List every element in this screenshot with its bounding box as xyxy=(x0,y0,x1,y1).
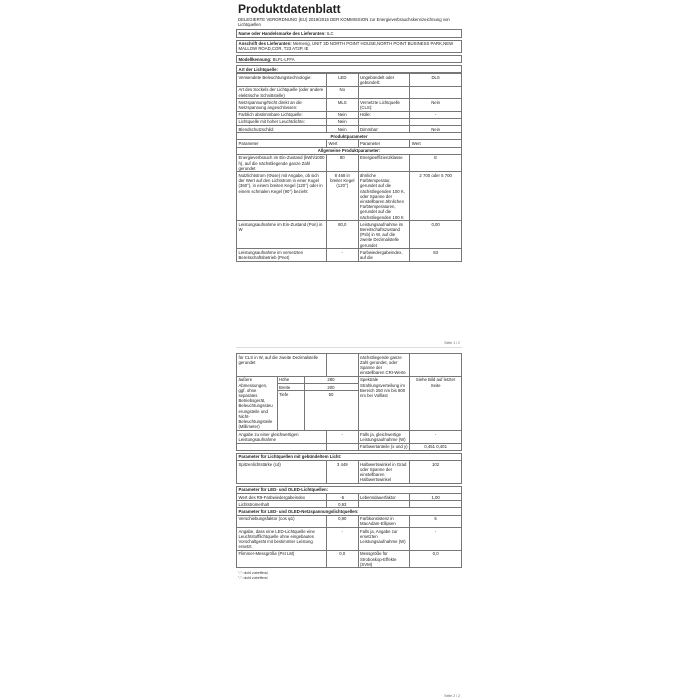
table-cell: 0,0 xyxy=(327,550,359,568)
table-row xyxy=(237,494,462,501)
params-heading: Produktparameter xyxy=(237,133,462,140)
table-cell: 50 xyxy=(304,391,358,431)
table-row xyxy=(237,508,462,515)
table-cell: 3 449 xyxy=(327,461,359,484)
footnotes xyxy=(236,568,462,584)
table-cell: 280 xyxy=(304,376,358,383)
table-cell: Lichtquelle mit hoher Leuchtdichte: xyxy=(237,118,327,125)
table-row xyxy=(237,126,462,133)
table-cell: - xyxy=(327,249,359,261)
table-row xyxy=(237,111,462,118)
table-row xyxy=(237,221,462,249)
table-cell xyxy=(410,86,462,98)
footnote: "-": nicht zutreffend; xyxy=(238,571,269,576)
table-cell: 80,0 xyxy=(327,221,359,249)
table-row xyxy=(237,461,462,484)
table-cell: Nein xyxy=(410,126,462,133)
dimensions-label: äußere Abmessungen, ggf. ohne separates Betriebsgerät, Beleuchtungssteuerungsteile und Nicht-Beleuchtungsteile (Millimeter) xyxy=(237,376,278,430)
table-cell: Blendschutzschild: xyxy=(237,126,327,133)
table-cell: MLS xyxy=(327,99,359,111)
table-cell: Energieeffizienzklasse xyxy=(358,154,410,172)
table-row xyxy=(237,249,462,261)
model-row: Modellkennung: BLFL-LFFA xyxy=(237,56,462,63)
table-cell: Angabe zu einer gleichwertigen Leistungsaufnahme xyxy=(237,431,327,443)
table-cell: Flimmer-Messgröße (Pst LM) xyxy=(237,550,327,568)
table-cell: Netzspannung/Nicht direkt an die Netzspannung angeschlossen: xyxy=(237,99,327,111)
table-cell: Farbwertanteile (x und y) xyxy=(358,443,410,450)
table-row xyxy=(237,501,462,508)
table-cell: 0,90 xyxy=(327,515,359,527)
table-cell: Parameter xyxy=(237,140,327,147)
table-cell: Breite xyxy=(277,384,304,391)
table-cell: - xyxy=(410,528,462,551)
table-cell: Leistungsaufnahme im Bereitschaftszustand (Psb) in W, auf die zweite Dezimalstelle gerundet xyxy=(358,221,410,249)
table-cell: Siehe Bild auf letzter Seite xyxy=(410,376,462,430)
table-row xyxy=(237,40,462,52)
table-cell: Falls ja, gleichwertige Leistungsaufnahme (W) xyxy=(358,431,410,443)
supplier-address-row: Anschrift des Lieferanten: Memeng, UNIT 3D NORTH POINT HOUSE,NORTH POINT BUSINESS PARK,NEW MALLOW ROAD,COR, T23 AT2P, IE xyxy=(237,40,462,52)
table-row xyxy=(237,133,462,140)
page-number: Seite 2 / 2 xyxy=(444,694,460,698)
table-row xyxy=(237,515,462,527)
table-cell: Nutzlichtstrom (Φuse) mit Angabe, ob sich der Wert auf den Lichtstrom in einer Kugel (360°), in einem breiten Kegel (120°) oder in einem schmalen Kegel (90°) bezieht xyxy=(237,172,327,221)
supplier-name-row: Name oder Handelsmarke des Lieferanten: ILC xyxy=(237,30,462,37)
table-cell: 2 700 oder 5 700 xyxy=(410,172,462,221)
footnote: "-": nicht zutreffend xyxy=(238,576,268,581)
table-cell xyxy=(327,354,359,377)
led-heading: Parameter für LED- und OLED-Lichtquellen: xyxy=(237,486,462,493)
params-table-continued xyxy=(236,353,462,568)
table-cell: 0,93 xyxy=(327,501,359,508)
table-row xyxy=(237,550,462,568)
table-cell: Farbwiedergabeindex, auf die xyxy=(358,249,410,261)
table-cell: Vernetzte Lichtquelle (CLS): xyxy=(358,99,410,111)
table-cell: Falls ja, Angabe zur ersetzten Leistungsaufnahme (W) xyxy=(358,528,410,551)
table-cell xyxy=(410,354,462,377)
table-cell xyxy=(237,443,327,450)
table-cell: - xyxy=(410,111,462,118)
table-cell: 83 xyxy=(410,249,462,261)
table-cell: Ungebündelt oder gebündelt: xyxy=(358,74,410,86)
table-row xyxy=(237,118,462,125)
page-1 xyxy=(236,0,462,348)
table-cell: Lichtstromerhalt xyxy=(237,501,327,508)
supplier-table xyxy=(236,29,462,73)
table-cell: 0,451 0,401 xyxy=(410,443,462,450)
table-row xyxy=(237,528,462,551)
table-cell: Verschiebungsfaktor (cos φ1) xyxy=(237,515,327,527)
table-cell: 0,0 xyxy=(410,550,462,568)
table-cell: Tiefe xyxy=(277,391,304,431)
table-cell: Halbwertswinkel in Grad oder Spanne der einstellbaren Halbwertswinkel xyxy=(358,461,410,484)
table-cell: Farbkonsistenz in MacAdam-Ellipsen xyxy=(358,515,410,527)
table-cell xyxy=(358,501,410,508)
table-cell: 200 xyxy=(304,384,358,391)
table-cell: Art des Sockels der Lichtquelle (oder andere elektrische Schnittstelle) xyxy=(237,86,327,98)
table-row xyxy=(237,486,462,493)
table-cell: Lebensdauerfaktor xyxy=(358,494,410,501)
table-cell: DLS xyxy=(410,74,462,86)
table-row xyxy=(237,56,462,63)
table-cell xyxy=(327,443,359,450)
table-cell xyxy=(358,86,410,98)
page-number: Seite 1 / 2 xyxy=(444,341,460,345)
table-cell: Leistungsaufnahme im vernetzten Bereitschaftsbetrieb (Pnet) xyxy=(237,249,327,261)
table-cell xyxy=(410,118,462,125)
general-params-heading: Allgemeine Produktparameter: xyxy=(237,147,462,154)
table-cell xyxy=(358,118,410,125)
table-cell: nächstliegende ganze Zahl gerundet, oder Spanne der einstellbaren CRI-Werte xyxy=(358,354,410,377)
params-header-row xyxy=(237,140,462,147)
table-cell: Wert des R9-Farbwiedergabeindex xyxy=(237,494,327,501)
table-cell: 80 xyxy=(327,154,359,172)
table-cell: Energieverbrauch im Ein-Zustand (kWh/1000 h), auf die nächstliegende ganze Zahl gerundet xyxy=(237,154,327,172)
table-cell: E xyxy=(410,154,462,172)
table-cell: ähnliche Farbtemperatur, gerundet auf die nächstliegenden 100 K, oder Spanne der einstellbaren ähnlichen Farbtemperaturen, gerundet auf die nächstliegenden 100 K xyxy=(358,172,410,221)
table-row xyxy=(237,354,462,377)
table-cell: Angabe, dass eine LED-Lichtquelle eine Leuchtstofflichtquelle ohne eingebautes Vorschaltgerät mit bestimmter Leistung ersetzt. xyxy=(237,528,327,551)
table-cell: Spektrale Strahlungsverteilung im Bereich 250 nm bis 800 nm bei Volllast xyxy=(358,376,410,430)
table-cell: - xyxy=(327,431,359,443)
table-cell: Nein xyxy=(327,118,359,125)
table-cell: Messgröße für Stroboskop-Effekte (SVM) xyxy=(358,550,410,568)
table-cell: - xyxy=(327,528,359,551)
table-row xyxy=(237,453,462,460)
table-cell: 8 468 in breiter Kegel (120°) xyxy=(327,172,359,221)
table-row xyxy=(237,74,462,86)
table-cell: Leistungsaufnahme im Ein-Zustand (Pon) in W xyxy=(237,221,327,249)
table-cell: Parameter xyxy=(358,140,410,147)
table-cell: Wert xyxy=(327,140,359,147)
table-row xyxy=(237,99,462,111)
table-cell: Hülle: xyxy=(358,111,410,118)
dimensions-row xyxy=(237,376,462,383)
table-row xyxy=(237,86,462,98)
regulation-text: DELEGIERTE VERORDNUNG (EU) 2019/2015 DER KOMMISSION zur Energieverbrauchskennzeichnung von Lichtquellen xyxy=(238,17,450,28)
mains-heading: Parameter für LED- und OLED-Netzspannungslichtquellen: xyxy=(237,508,462,515)
page-2 xyxy=(236,353,462,700)
table-row xyxy=(237,431,462,443)
table-cell: 1,00 xyxy=(410,494,462,501)
table-cell: -5 xyxy=(327,494,359,501)
table-row xyxy=(237,154,462,172)
directional-heading: Parameter für Lichtquellen mit gebündeltem Licht: xyxy=(237,453,462,460)
table-cell: Nein xyxy=(327,126,359,133)
table-cell: Dimmbar: xyxy=(358,126,410,133)
table-cell: LED xyxy=(327,74,359,86)
table-cell: für CLS in W, auf die zweite Dezimalstelle gerundet xyxy=(237,354,327,377)
table-cell: Nein xyxy=(410,99,462,111)
table-cell: 0,00 xyxy=(410,221,462,249)
table-cell: Farblich abstimmbare Lichtquelle: xyxy=(237,111,327,118)
table-cell: Spitzenlichtstärke (cd) xyxy=(237,461,327,484)
table-cell: Nein xyxy=(327,111,359,118)
lightsource-table xyxy=(236,73,462,261)
table-cell: - xyxy=(410,431,462,443)
lightsource-heading: Art der Lichtquelle: xyxy=(237,66,462,73)
table-cell: Wert xyxy=(410,140,462,147)
table-row xyxy=(237,147,462,154)
table-row xyxy=(237,172,462,221)
document-title: Produktdatenblatt xyxy=(238,2,341,16)
table-cell: Verwendete Beleuchtungstechnologie: xyxy=(237,74,327,86)
table-cell: No xyxy=(327,86,359,98)
table-cell: Höhe xyxy=(277,376,304,383)
table-row xyxy=(237,66,462,73)
table-cell: 102 xyxy=(410,461,462,484)
table-row xyxy=(237,443,462,450)
table-cell: 5 xyxy=(410,515,462,527)
table-row xyxy=(237,30,462,37)
table-cell xyxy=(410,501,462,508)
